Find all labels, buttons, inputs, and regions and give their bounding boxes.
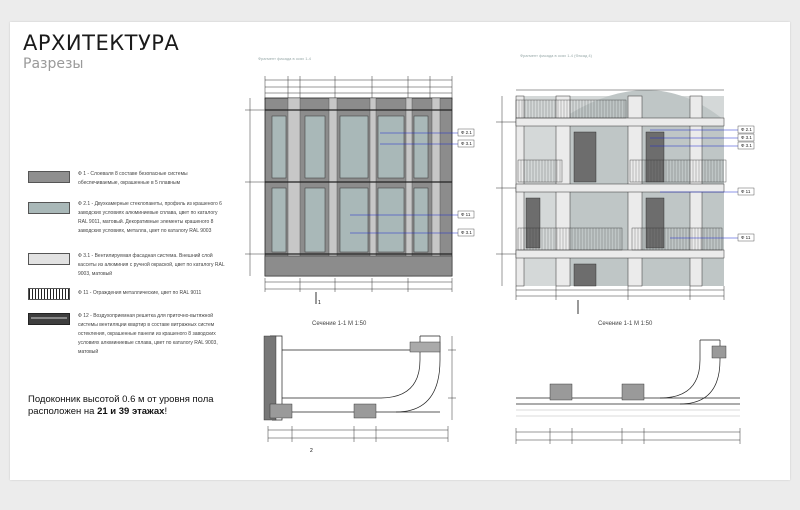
note-line-1: Подоконник высотой 0.6 м от уровня пола (28, 394, 214, 405)
right-elevation (496, 90, 754, 314)
left-tag-3: Ф 11 (461, 212, 471, 217)
right-callout-tags (738, 126, 754, 241)
left-tag-1: Ф 2.1 (461, 130, 472, 135)
right-side-levels (496, 96, 516, 286)
right-tag-5: Ф 11 (741, 235, 751, 240)
left-section-column-top (410, 342, 440, 352)
legend-text-1: Ф 1 - Слоеваля 8 составе безопасные системы обеспечиваемые, окрашенные в 5 плавным (78, 171, 188, 186)
note-line-2-a: расположен на (28, 406, 98, 417)
legend-text-4: Ф 11 - Ограждения металлические, цвет по RAL 9011 (78, 290, 202, 296)
left-top-dimensions (265, 76, 452, 100)
page-title: АРХИТЕКТУРА (23, 31, 180, 55)
left-elevation (245, 76, 474, 306)
left-tag-2: Ф 3.1 (461, 141, 472, 146)
right-section-dimensions (516, 428, 740, 444)
legend-text-3: Ф 3.1 - Вентилируемая фасадная система. Внешний слой кассеты из алюминия с ручной окраской, цвет по каталогу RAL 9003, матовый (78, 253, 225, 277)
left-base-band (265, 256, 452, 276)
right-elevation-caption: Фрагмент фасада в осях 1-4 (Фасад 4) (520, 53, 592, 58)
legend-text-2: Ф 2.1 - Двухкамерные стеклопакеты, профиль из крашеного 6 заводских условиях алюминиевые сплава, цвет по каталогу RAL 9011, матовый. Декоративные элементы крашеного 8 заводских условиях, металла, цвет по каталогу RAL 9003 (78, 201, 222, 234)
right-tag-1: Ф 2.1 (741, 127, 752, 132)
right-section-plan (516, 321, 740, 444)
right-tag-4: Ф 11 (741, 189, 751, 194)
left-elevation-caption: Фрагмент фасада в осях 1-4 (258, 56, 312, 61)
left-callout-tags (458, 129, 474, 236)
right-tag-2: Ф 3.1 (741, 135, 752, 140)
right-section-title: Сечение 1-1 М 1:50 (598, 321, 653, 327)
legend-text-5: Ф 12 - Воздухоприемная решетка для приточно-вытяжной системы вентиляции квартир в составе витражных систем остекления, окрашенные панели из крашеного 8 заводских условиях алюминиевые сплава, цвет по каталогу RAL 9003, матовый (78, 313, 218, 355)
left-cut-label: 1 (318, 300, 321, 306)
left-tag-4: Ф 3.1 (461, 230, 472, 235)
right-tag-3: Ф 3.1 (741, 143, 752, 148)
page-subtitle: Разрезы (23, 56, 84, 72)
right-section-blocks (550, 346, 726, 400)
left-section-blocks (270, 404, 376, 418)
left-section-cut-label: 2 (310, 448, 313, 454)
left-section-plan (264, 321, 456, 454)
right-bottom-dimensions (516, 286, 724, 300)
note-line-2-c: ! (164, 406, 168, 417)
left-bottom-dimensions (265, 278, 452, 292)
left-section-title: Сечение 1-1 М 1:50 (312, 321, 367, 327)
right-section-hatch (516, 410, 740, 416)
left-side-levels (245, 98, 265, 276)
note-line-2-bold: 21 и 39 этажах (97, 406, 165, 417)
